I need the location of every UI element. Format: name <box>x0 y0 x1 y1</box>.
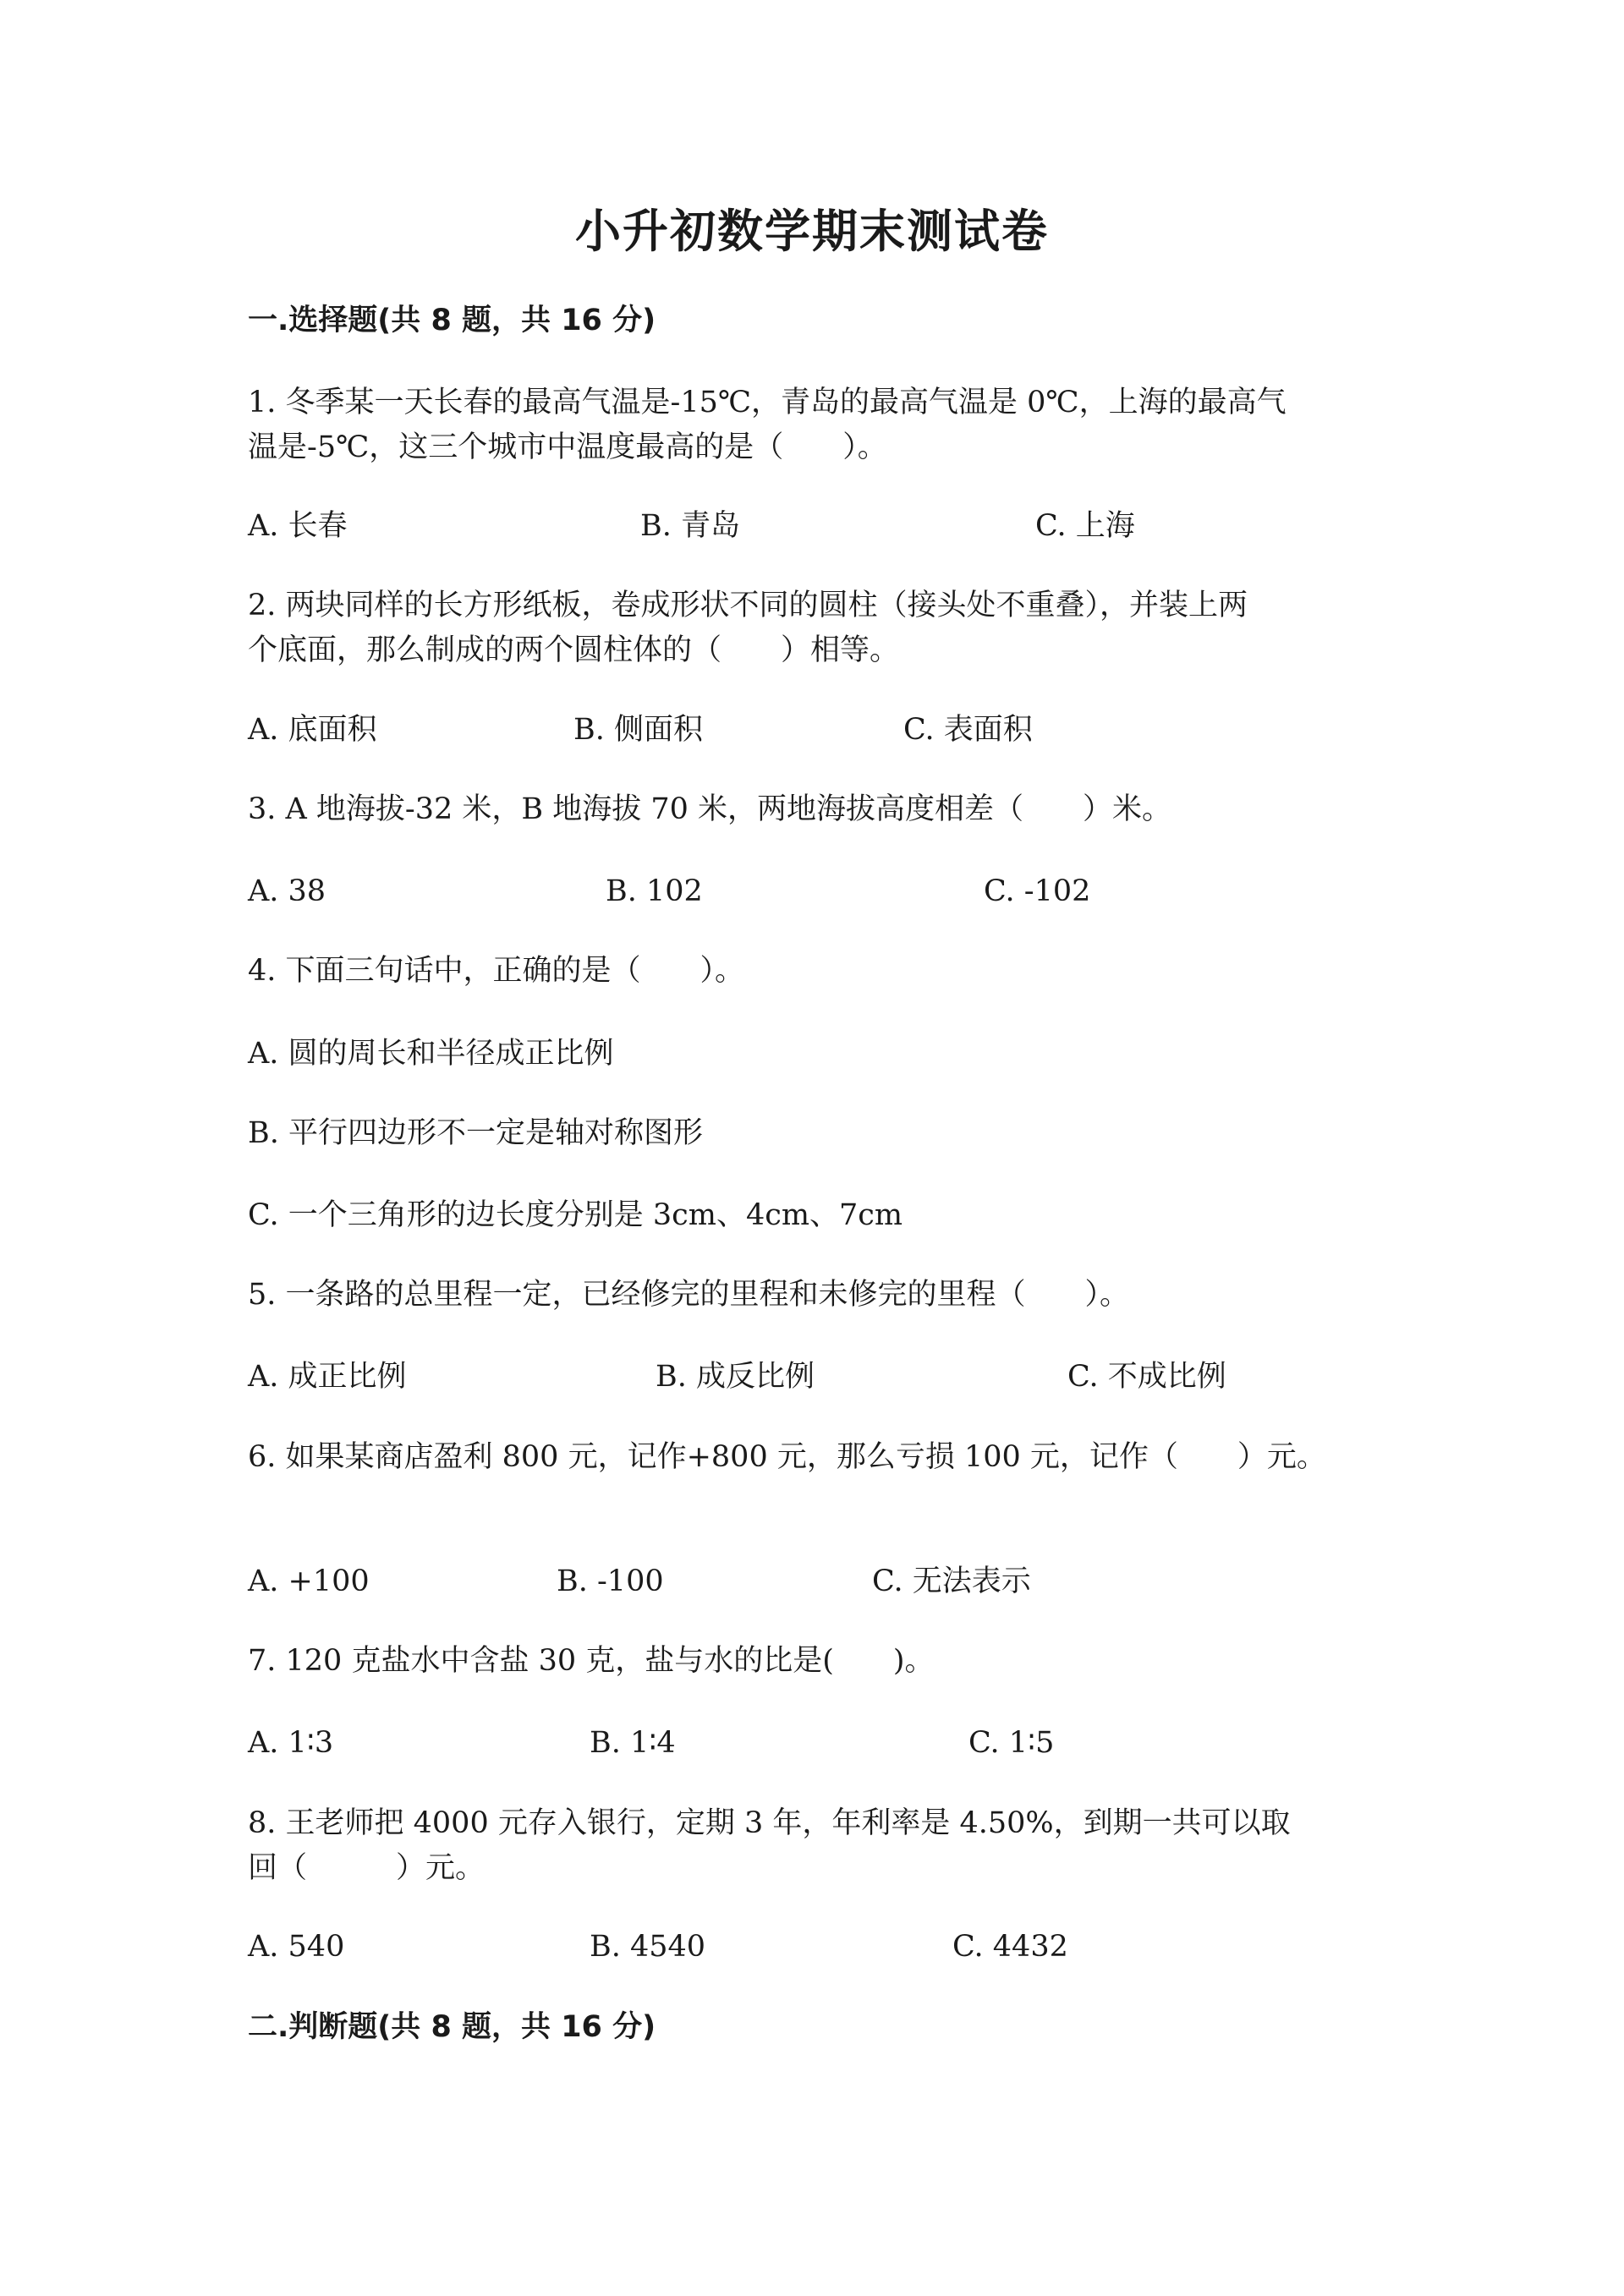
question-4-option-b-row <box>0 1112 1624 1154</box>
question-2-options <box>0 709 1624 751</box>
question-6-text: 6. 如果某商店盈利 800 元，记作+800 元，那么亏损 100 元，记作（ ）元。 <box>248 1440 1326 1474</box>
option-a: A. 成正比例 <box>248 1360 407 1394</box>
question-1-options <box>0 505 1624 547</box>
question-4-text: 4. 下面三句话中，正确的是（ ）。 <box>248 954 745 988</box>
option-a: A. 1∶3 <box>248 1726 334 1760</box>
question-1-text: 1. 冬季某一天长春的最高气温是-15℃，青岛的最高气温是 0℃，上海的最高气 温是-5℃，这三个城市中温度最高的是（ ）。 <box>248 386 1287 464</box>
option-b: B. 青岛 <box>640 509 740 543</box>
question-4-option-c-row <box>0 1194 1624 1236</box>
question-8-options <box>0 1926 1624 1968</box>
question-3-text: 3. A 地海拔-32 米，B 地海拔 70 米，两地海拔高度相差（ ）米。 <box>248 792 1172 826</box>
section-heading-judgement: 二.判断题(共 8 题，共 16 分) <box>248 2010 656 2044</box>
question-4-option-a-row <box>0 1033 1624 1075</box>
question-2-text: 2. 两块同样的长方形纸板，卷成形状不同的圆柱（接头处不重叠），并装上两 个底面，那么制成的两个圆柱体的（ ）相等。 <box>248 589 1248 667</box>
option-a: A. 38 <box>248 874 326 908</box>
question-3-options <box>0 870 1624 912</box>
option-b: B. 1∶4 <box>590 1726 676 1760</box>
option-c: C. 1∶5 <box>968 1726 1055 1760</box>
option-b: B. 102 <box>606 874 703 908</box>
question-5-options <box>0 1356 1624 1398</box>
question-7-text: 7. 120 克盐水中含盐 30 克，盐与水的比是( )。 <box>248 1644 935 1678</box>
option-c: C. 表面积 <box>903 713 1033 747</box>
option-a: A. 圆的周长和半径成正比例 <box>248 1037 614 1071</box>
option-b: B. 成反比例 <box>656 1360 815 1394</box>
option-b: B. 4540 <box>590 1930 706 1964</box>
question-6-options <box>0 1560 1624 1603</box>
option-c: C. 4432 <box>952 1930 1068 1964</box>
option-b: B. 平行四边形不一定是轴对称图形 <box>248 1116 703 1150</box>
option-a: A. +100 <box>248 1564 370 1598</box>
question-7-options <box>0 1722 1624 1764</box>
option-b: B. 侧面积 <box>573 713 703 747</box>
option-a: A. 底面积 <box>248 713 377 747</box>
option-c: C. 无法表示 <box>872 1564 1031 1598</box>
option-a: A. 540 <box>248 1930 345 1964</box>
question-5-text: 5. 一条路的总里程一定，已经修完的里程和未修完的里程（ ）。 <box>248 1278 1130 1312</box>
section-heading-choice: 一.选择题(共 8 题，共 16 分) <box>248 304 656 337</box>
option-c: C. 一个三角形的边长度分别是 3cm、4cm、7cm <box>248 1198 903 1232</box>
option-b: B. -100 <box>557 1564 664 1598</box>
option-c: C. 不成比例 <box>1067 1360 1226 1394</box>
option-c: C. -102 <box>984 874 1091 908</box>
page-title: 小升初数学期末测试卷 <box>575 204 1049 258</box>
option-a: A. 长春 <box>248 509 348 543</box>
question-8-text: 8. 王老师把 4000 元存入银行，定期 3 年，年利率是 4.50%，到期一共可以取 回（ ）元。 <box>248 1806 1291 1885</box>
option-c: C. 上海 <box>1035 509 1135 543</box>
